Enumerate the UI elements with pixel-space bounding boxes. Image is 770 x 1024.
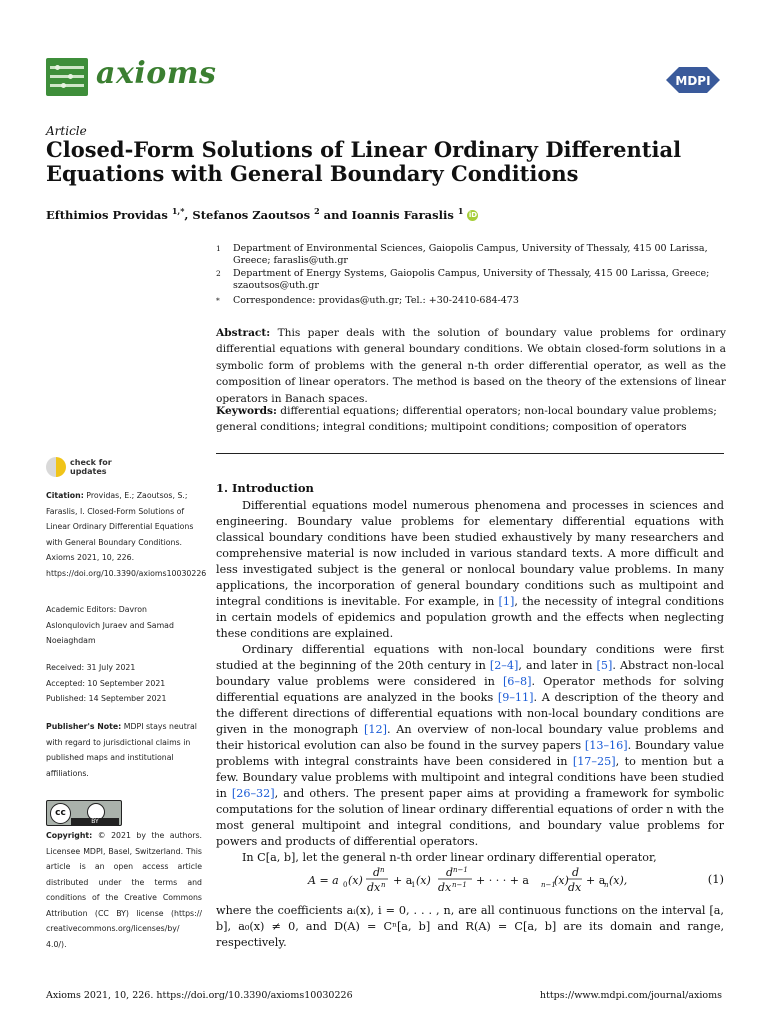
orcid-icon[interactable]: iD [468,211,478,220]
citation-link[interactable]: [1] [498,595,515,608]
text-run: . A description of the theory and the different directions of differential equations with non-local boundary conditions are given in the monograph [216,691,724,736]
author-sup: 1 [457,206,464,216]
author-list: Efthimios Providas $^{1,*}$, Stefanos Zaoutsos $^2$ and Ioannis Faraslis $^1$ iD [46,206,478,222]
divider [216,453,724,454]
body-text [216,498,724,866]
text-run: , to mention but a few. Boundary value problems with multipoint and integral conditions have been studied in [216,755,725,800]
keywords [216,403,726,435]
publisher-name: MDPI [675,74,711,88]
article-type: Article [46,124,87,138]
publisher-note-label: Publisher's Note: [46,722,122,731]
citation [46,488,207,581]
svg-text:+ a: + a [393,874,413,887]
correspondence: Correspondence: providas@uth.gr; Tel.: +30-2410-684-473 [233,295,519,306]
copyright-label: Copyright: [46,831,93,840]
paragraph: In C[a, b], let the general n-th order linear ordinary differential operator, [242,851,657,864]
section-heading: 1. Introduction [216,481,314,495]
paragraph [216,642,724,850]
publisher-note-text: MDPI stays neutral with regard to jurisdictional claims in published maps and institutional affiliations. [46,722,197,778]
text-run: , and others. The present paper aims at providing a framework for symbolic computations for the solution of linear ordinary differential equations of order n with the most general multipoint and integral conditions, and boundary value problems for powers and products of differential operators. [216,787,724,848]
text-run: . Abstract non-local boundary value problems were considered in [216,659,724,688]
abstract [216,325,726,407]
affiliation-number: * [216,296,220,305]
copyright-text[interactable]: © 2021 by the authors. Licensee MDPI, Basel, Switzerland. This article is an open access article distributed under the terms and conditions of the Creative Commons Attribution (CC BY) license (https:// creativecommons.org/licenses/by/ 4.0/). [46,831,202,949]
svg-text:(x): (x) [348,874,363,887]
affiliation [216,243,726,267]
keywords-label: Keywords: [216,405,277,417]
check-updates-label: check for updates [70,458,112,476]
paragraph [216,498,724,642]
cc-icon: cc [50,803,71,824]
copyright [46,828,202,952]
citation-link[interactable]: [9–11] [497,691,534,704]
affiliation-number: 2 [216,269,221,278]
svg-text:n−1: n−1 [452,881,467,889]
svg-text:n: n [604,881,609,889]
text-run: , and later in [518,659,597,672]
keywords-text: differential equations; differential operators; non-local boundary value problems; general conditions; integral conditions; multipoint conditions; composition of operators [216,405,717,433]
svg-text:dx: dx [438,881,452,894]
affiliation [216,295,726,307]
author-name[interactable]: Stefanos Zaoutsos [192,207,311,222]
citation-link[interactable]: [2–4] [489,659,519,672]
text-run: , the necessity of integral conditions in certain models of epidemics and population growth and the effects when neglecting these conditions are explained. [216,595,724,640]
svg-text:0: 0 [343,881,348,889]
text-run: Ordinary differential equations with non-local boundary conditions were first studied at the beginning of the 20th century in [216,643,724,672]
citation-link[interactable]: [12] [363,723,387,736]
author-sup: 2 [314,206,320,216]
mdpi-logo-icon [665,66,721,94]
affiliation-text: Department of Energy Systems, Gaiopolis Campus, University of Thessaly, 415 00 Larissa, Greece; szaoutsos@uth.gr [233,268,710,291]
citation-link[interactable]: [13–16] [584,739,628,752]
citation-text[interactable]: Providas, E.; Zaoutsos, S.; Faraslis, I. Closed-Form Solutions of Linear Ordinary Differential Equations with General Boundary Conditions. Axioms 2021, 10, 226. https://doi.org/10.3390/axioms10030226 [46,491,207,578]
text-run: . An overview of non-local boundary value problems and their historical evolution can also be found in the survey papers [216,723,725,752]
text-run: . Boundary value problems with integral constraints have been considered in [216,739,724,768]
check-updates-icon [46,457,66,477]
affiliation-text: Department of Environmental Sciences, Gaiopolis Campus, University of Thessaly, 415 00 Larissa, Greece; faraslis@uth.gr [233,243,708,266]
paragraph: where the coefficients aᵢ(x), i = 0, . . . , n, are all continuous functions on the interval [a, b], a₀(x) ≠ 0, and D(A) = Cⁿ[a, b] and R(A) = C[a, b] are its domain and range, respectively. [216,904,724,949]
journal-logo-icon [46,58,88,96]
footer-journal-url[interactable]: https://www.mdpi.com/journal/axioms [539,990,722,1001]
equation-1 [216,866,724,896]
received-date: Received: 31 July 2021 [46,663,136,672]
svg-text:d: d [446,866,454,879]
academic-editors: Academic Editors: Davron Aslonqulovich Juraev and Samad Noeiaghdam [46,605,174,645]
footer-citation[interactable]: Axioms 2021, 10, 226. https://doi.org/10.3390/axioms10030226 [46,990,353,1001]
svg-text:+ a: + a [586,874,606,887]
citation-link[interactable]: [26–32] [231,787,275,800]
author-sup: 1,* [171,206,185,216]
svg-text:n−1: n−1 [541,881,556,889]
affiliation [216,268,726,292]
paper-title: Closed-Form Solutions of Linear Ordinary Differential Equations with General Boundary Conditions [46,137,682,186]
cc-by-license-icon[interactable] [46,800,122,826]
svg-text:(x): (x) [416,874,431,887]
text-run: . Operator methods for solving differential equations are analyzed in the books [216,675,724,704]
citation-link[interactable]: [5] [596,659,613,672]
equation-number: (1) [707,872,724,886]
svg-text:dx: dx [568,881,582,894]
text-run: Differential equations model numerous phenomena and processes in sciences and engineering. Boundary value problems for elementary differential equations with classical boundary conditions have been studied exhaustively by many researchers and comprehensive material is now included in various standard texts. A more difficult and less investigated subject is the general or nonlocal boundary value problems. In many applications, the incorporation of general boundary conditions such as multipoint and integral conditions is inevitable. For example, in [216,499,724,608]
abstract-text: This paper deals with the solution of boundary value problems for ordinary differential equations with general boundary conditions. We obtain closed-form solutions in a symbolic form of problems with the general n-th order differential operator, as well as the composition of linear operators. The method is based on the theory of the extensions of linear operators in Banach spaces. [216,327,726,405]
abstract-label: Abstract: [216,327,271,339]
accepted-date: Accepted: 10 September 2021 [46,678,166,688]
svg-text:dx: dx [367,881,381,894]
svg-text:d: d [572,866,580,879]
svg-text:n−1: n−1 [453,866,468,874]
svg-text:(x): (x) [554,874,569,887]
citation-link[interactable]: [6–8] [502,675,532,688]
published-date: Published: 14 September 2021 [46,694,167,703]
affiliation-number: 1 [216,244,221,253]
author-name[interactable]: Ioannis Faraslis [351,207,454,222]
svg-text:1: 1 [411,881,416,889]
svg-text:(x),: (x), [609,874,628,887]
publisher-note [46,719,202,781]
svg-text:d: d [373,866,381,879]
citation-label: Citation: [46,491,84,500]
citation-link[interactable]: [17–25] [572,755,616,768]
equation-lhs: A = a [308,874,339,887]
svg-text:+ · · · + a: + · · · + a [476,874,529,887]
by-label: BY [71,818,119,825]
svg-text:n: n [381,881,386,889]
journal-name: axioms [96,56,217,91]
svg-text:n: n [380,866,385,874]
dates [46,660,202,707]
author-name[interactable]: Efthimios Providas [46,207,168,222]
